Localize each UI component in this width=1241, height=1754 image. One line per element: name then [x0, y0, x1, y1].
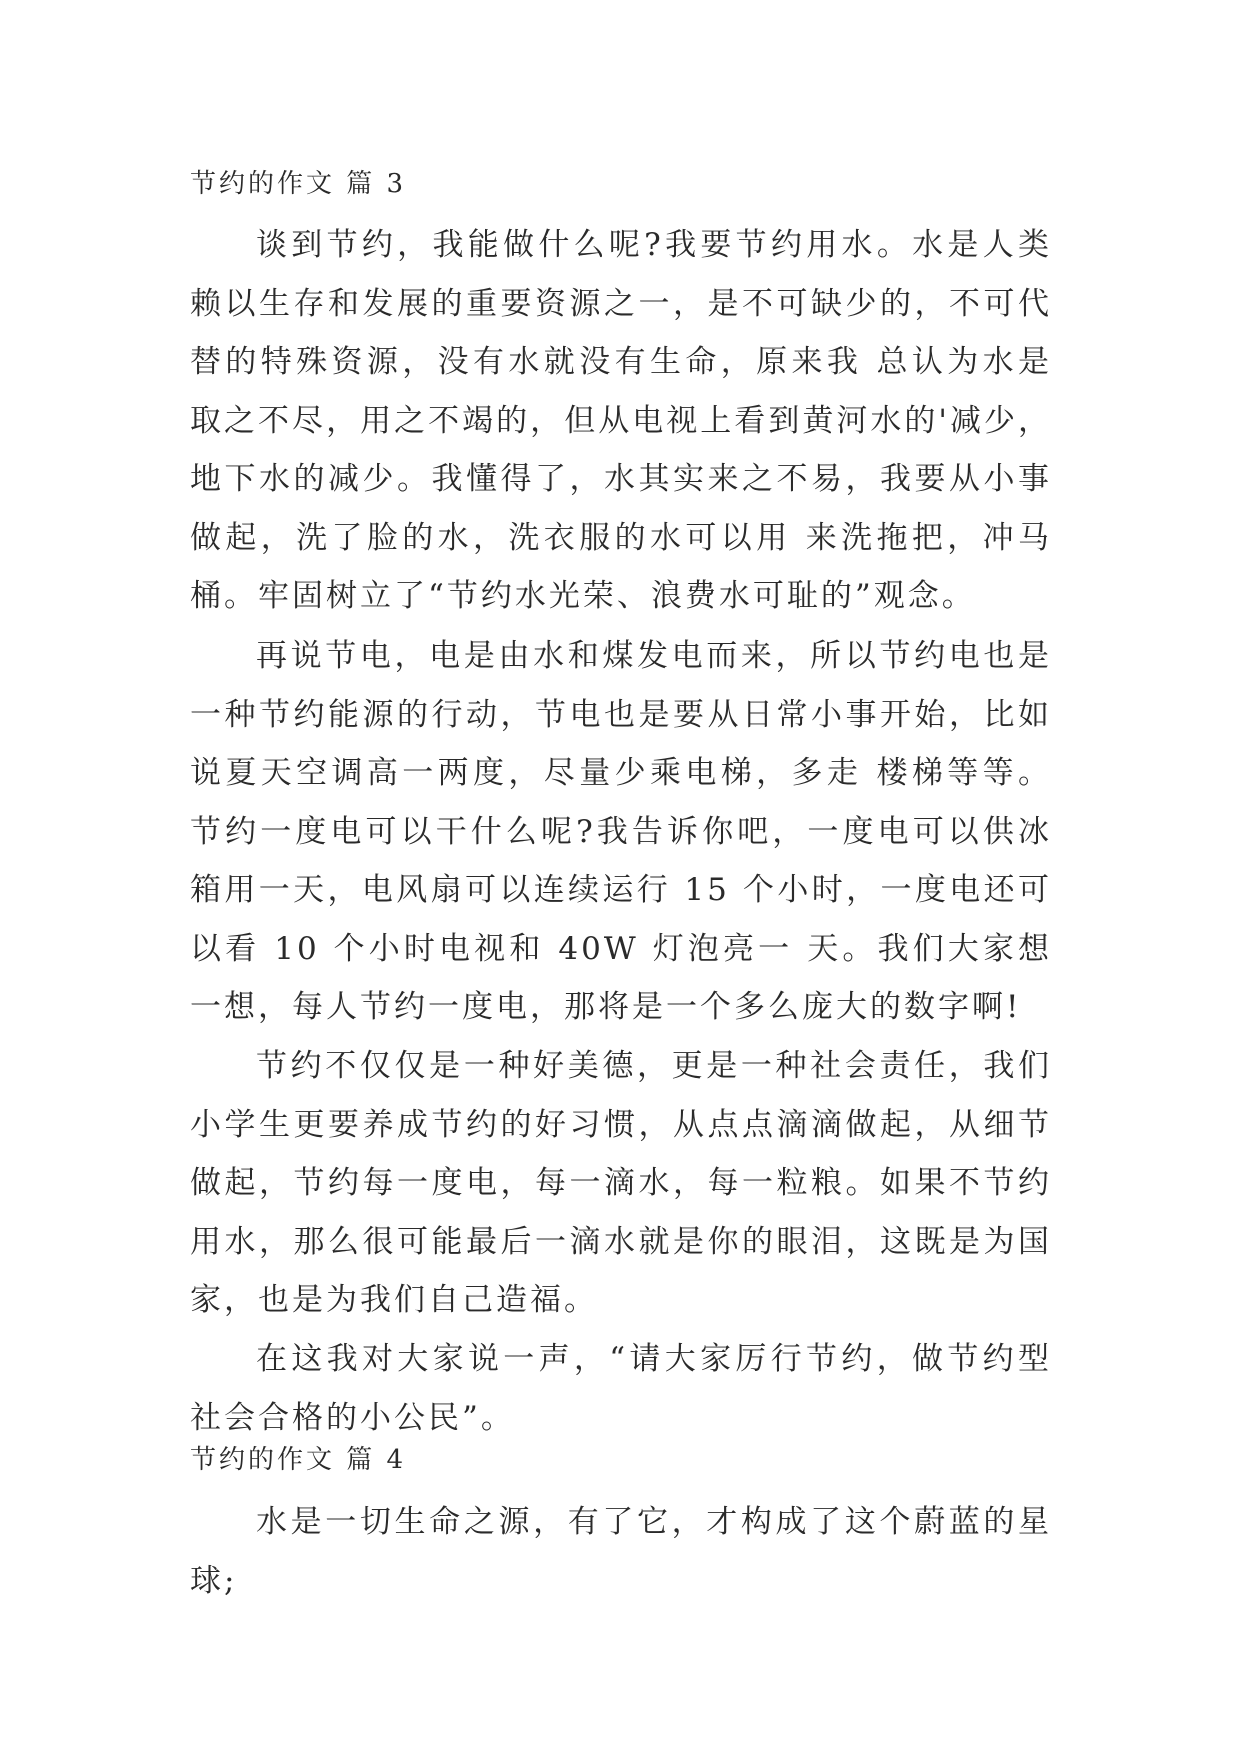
paragraph-2: 再说节电，电是由水和煤发电而来，所以节约电也是一种节约能源的行动，节电也是要从日常小事开始，比如说夏天空调高一两度，尽量少乘电梯，多走 楼梯等等。节约一度电可以干什么呢?我告诉你吧，一度电可以供冰箱用一天，电风扇可以连续运行 15 个小时，一度电还可以看 10 个小时电视和 40W 灯泡亮一 天。我们大家想一想，每人节约一度电，那将是一个多么庞大的数字啊!	[190, 638, 1052, 1025]
paragraph-4: 在这我对大家说一声，“请大家厉行节约，做节约型社会合格的小公民”。	[190, 1341, 1052, 1436]
section-heading-3: 节约的作文 篇 3	[190, 169, 407, 199]
paragraph-1: 谈到节约，我能做什么呢?我要节约用水。水是人类赖以生存和发展的重要资源之一，是不可缺少的，不可代替的特殊资源，没有水就没有生命，原来我 总认为水是取之不尽，用之不竭的，但从电视上看到黄河水的'减少，地下水的减少。我懂得了，水其实来之不易，我要从小事做起，洗了脸的水，洗衣服的水可以用 来洗拖把，冲马桶。牢固树立了“节约水光荣、浪费水可耻的”观念。	[190, 227, 1052, 614]
paragraph-3: 节约不仅仅是一种好美德，更是一种社会责任，我们小学生更要养成节约的好习惯，从点点滴滴做起，从细节做起，节约每一度电，每一滴水，每一粒粮。如果不节约用水，那么很可能最后一滴水就是你的眼泪，这既是为国家，也是为我们自己造福。	[190, 1048, 1052, 1318]
section-heading-4: 节约的作文 篇 4	[190, 1445, 407, 1475]
paragraph-5: 水是一切生命之源，有了它，才构成了这个蔚蓝的星球;	[190, 1504, 1052, 1599]
